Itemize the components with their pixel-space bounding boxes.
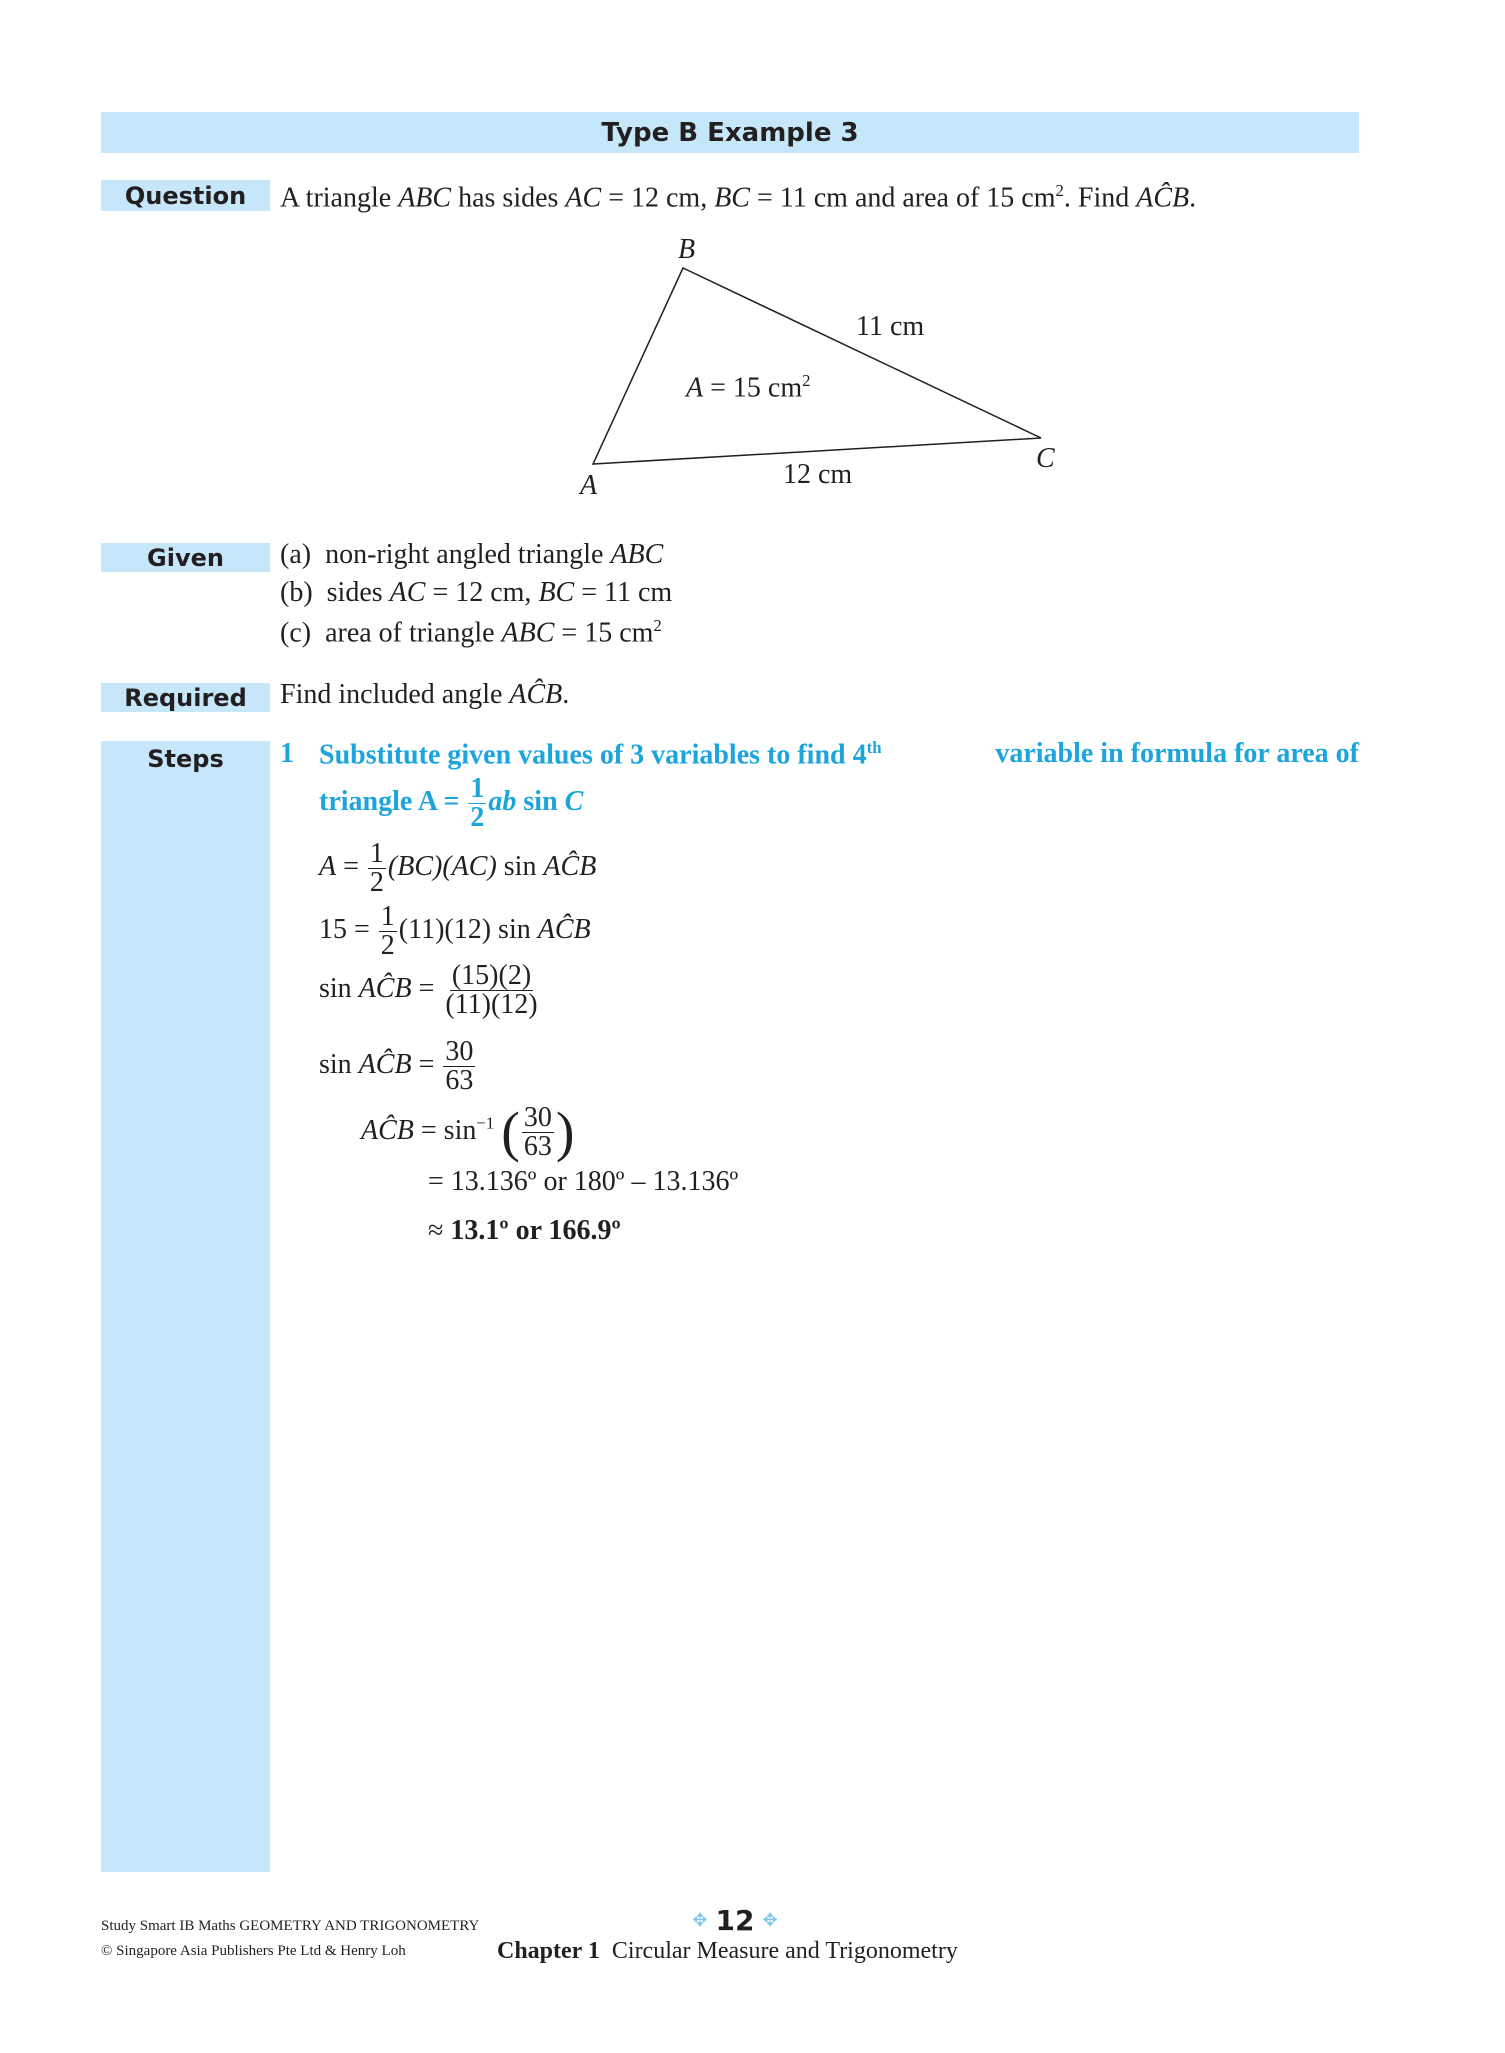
example-title: Type B Example 3: [601, 117, 859, 148]
vertex-c-label: C: [1036, 443, 1055, 474]
side-bc-label: 11 cm: [856, 311, 925, 342]
given-label-box: [101, 543, 270, 572]
question-text: A triangle ABC has sides AC = 12 cm, BC = 11 cm and area of 15 $cm^2$. Find AĈB.: [280, 181, 1197, 214]
given-label: Given: [147, 543, 224, 572]
triangle-abc: [593, 268, 1041, 464]
work-line-5: AĈB = $\sin^{-1}$ ( $\frac{30}{63}$ ): [361, 1101, 575, 1164]
area-label: A = 15 $cm^2$: [686, 371, 811, 404]
required-label-box: [101, 683, 270, 712]
final-answer: ≈ 13.1º or 166.9º: [428, 1215, 621, 1246]
steps-column: [101, 741, 270, 1872]
footer-book-title: Study Smart IB Maths GEOMETRY AND TRIGONOMETRY: [101, 1918, 480, 1934]
step-number: 1: [280, 738, 294, 769]
required-label: Required: [124, 683, 247, 712]
side-ac-label: 12 cm: [783, 459, 853, 490]
given-item-a: (a) non-right angled triangle ABC: [280, 539, 664, 570]
given-item-c: (c) area of triangle ABC = 15 $cm^2$: [280, 616, 662, 649]
footer-copyright: © Singapore Asia Publishers Pte Ltd & Henry Loh: [101, 1943, 406, 1959]
vertex-a-label: A: [580, 470, 598, 501]
step-instruction-line1: Substitute given values of 3 variables to find 4th variable in formula for area of: [319, 738, 1359, 771]
footer-chapter: Chapter 1 Circular Measure and Trigonometry: [497, 1938, 958, 1964]
work-line-6: = 13.136º or 180º – 13.136º: [428, 1166, 739, 1197]
diamond-ornament-icon: ✥: [692, 1910, 708, 1930]
triangle-diagram: [0, 0, 1505, 520]
diamond-ornament-icon: ✥: [762, 1910, 778, 1930]
step-instruction-line2: triangle A = $\frac{1}{2}$ ab sin C: [319, 773, 584, 833]
page-number: 12: [715, 1904, 755, 1937]
work-line-4: sin AĈB = $\frac{30}{63}$: [319, 1036, 474, 1096]
steps-label: Steps: [147, 745, 224, 773]
page-number-block: [685, 1904, 785, 1937]
work-line-3: sin AĈB = $\frac{(15)(2)}{(11)(12)}$: [319, 960, 538, 1020]
work-line-2: 15 = $\frac{1}{2}$ (11)(12) sin AĈB: [319, 901, 591, 961]
vertex-b-label: B: [678, 234, 696, 265]
question-label: Question: [124, 181, 247, 210]
given-item-b: (b) sides AC = 12 cm, BC = 11 cm: [280, 577, 673, 608]
required-text: Find included angle AĈB.: [280, 679, 570, 710]
work-line-1: A = $\frac{1}{2}$ (BC)(AC) sin AĈB: [319, 838, 597, 898]
